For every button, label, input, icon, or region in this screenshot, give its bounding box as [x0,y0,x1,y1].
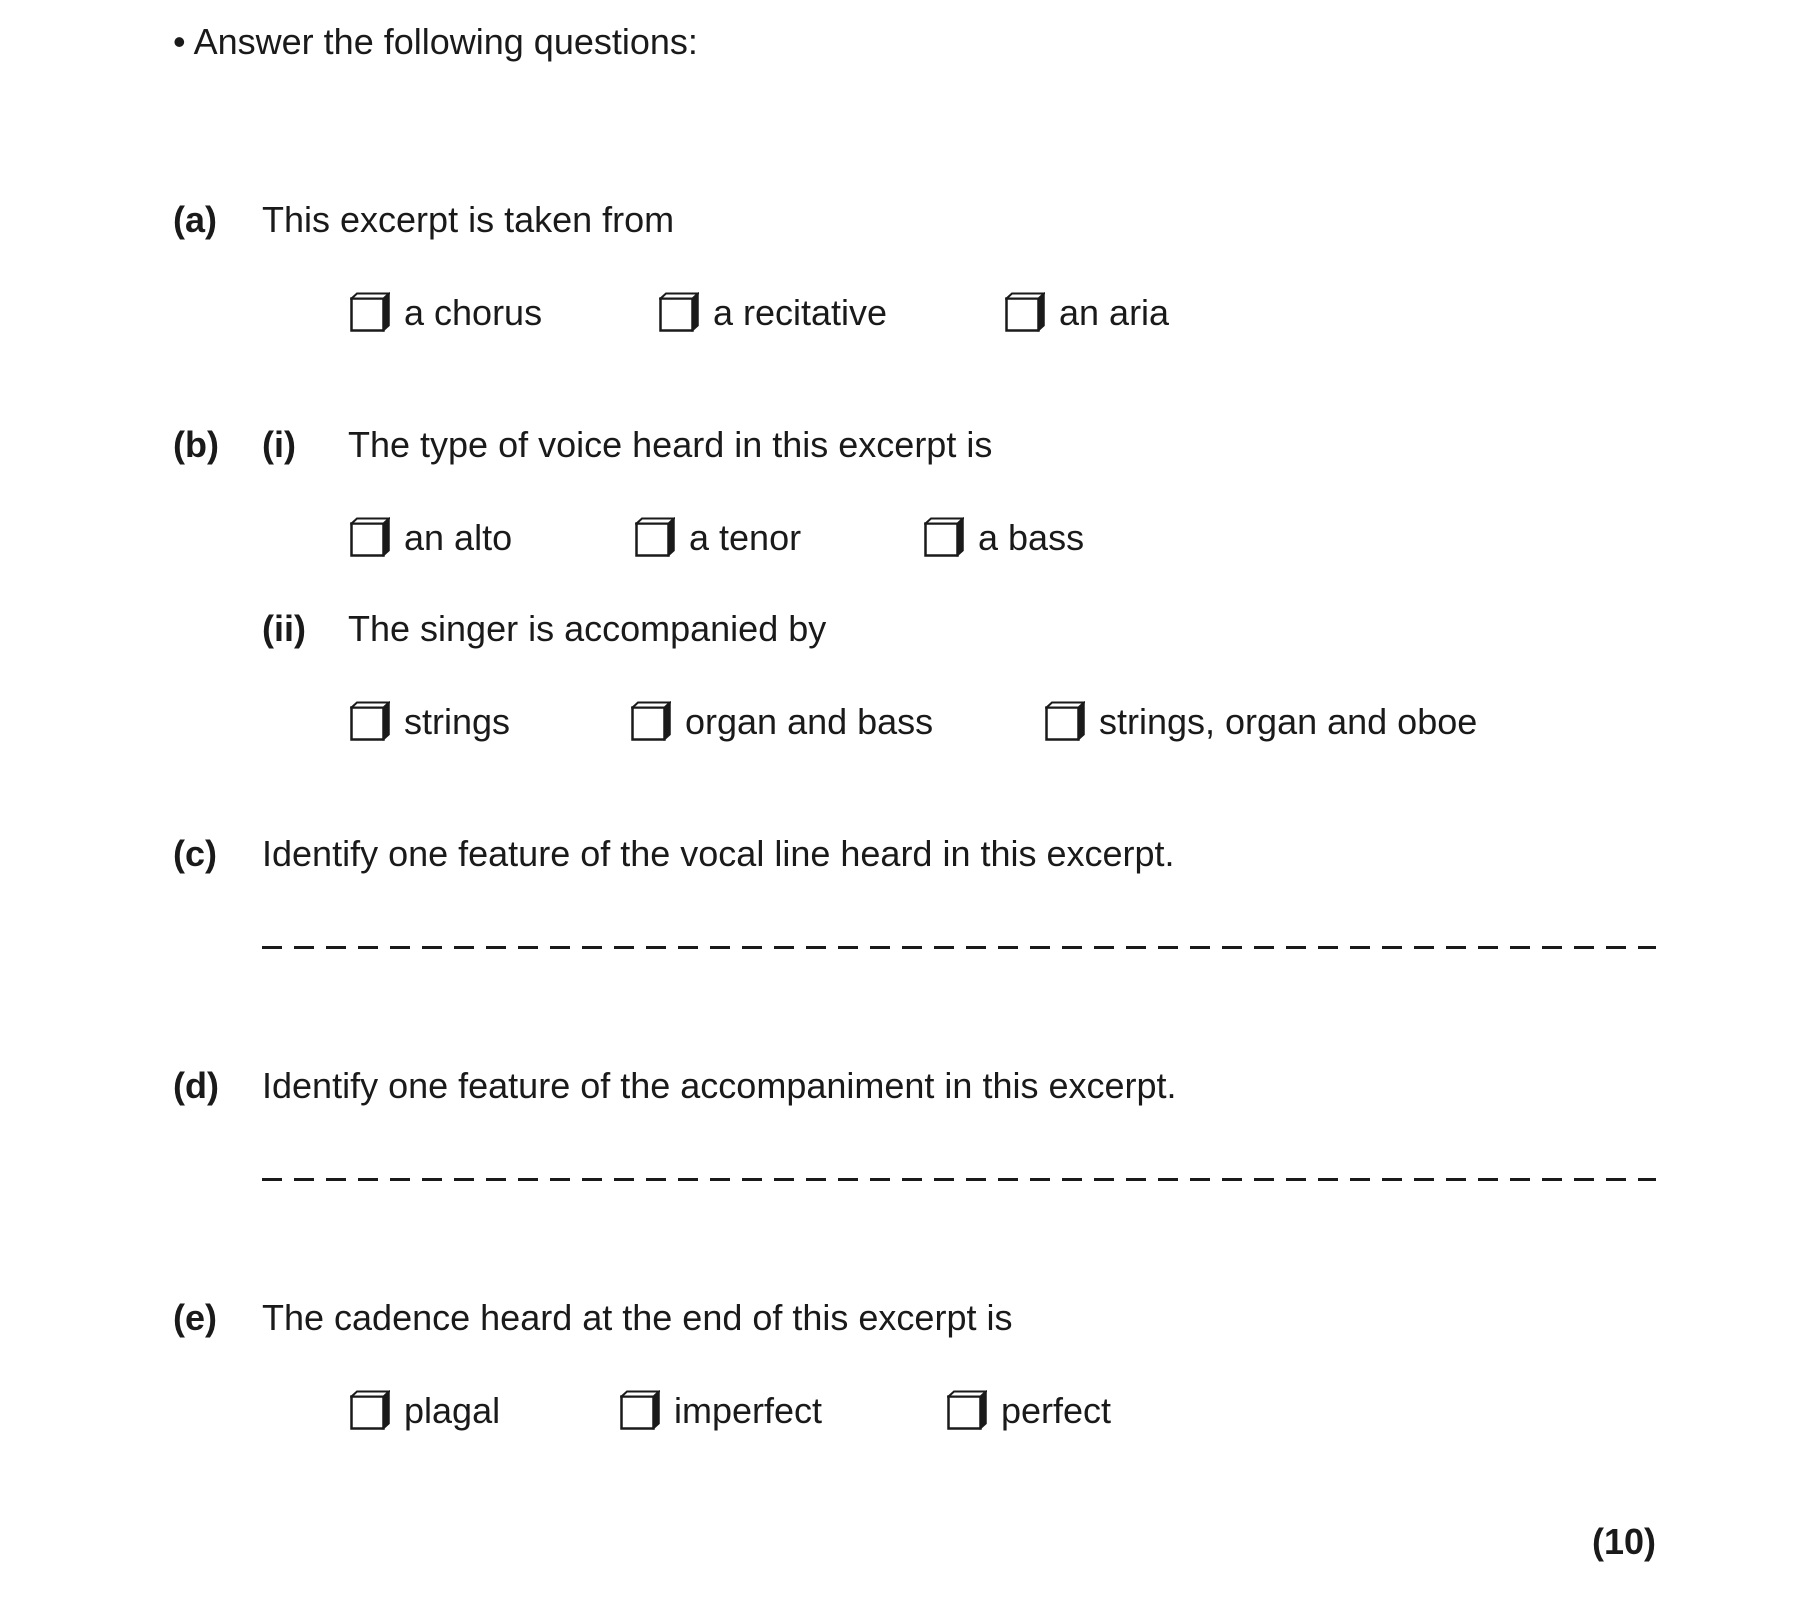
option-label: a bass [978,517,1085,558]
bullet: • [173,21,186,62]
instruction [173,20,698,64]
question-e-label: (e) [173,1297,217,1338]
option-label: strings, organ and oboe [1099,701,1478,742]
question-b-ii-prompt: The singer is accompanied by [348,608,827,649]
option-label: an alto [404,517,513,558]
option-label: strings [404,701,511,742]
option-label: imperfect [674,1390,823,1431]
question-b-i-label: (i) [262,424,296,465]
question-d-label: (d) [173,1065,219,1106]
checkbox-icon[interactable] [1045,701,1085,741]
question-b-i-prompt: The type of voice heard in this excerpt is [348,424,993,465]
question-c-prompt: Identify one feature of the vocal line heard in this excerpt. [262,833,1175,874]
checkbox-icon[interactable] [1005,292,1045,332]
question-a-prompt: This excerpt is taken from [262,199,675,240]
option-label: an aria [1059,292,1170,333]
instruction-text: Answer the following questions: [193,21,698,62]
option-label: a chorus [404,292,543,333]
checkbox-icon[interactable] [350,701,390,741]
option-label: organ and bass [685,701,934,742]
checkbox-icon[interactable] [947,1390,987,1430]
checkbox-icon[interactable] [350,517,390,557]
question-d-prompt: Identify one feature of the accompaniment in this excerpt. [262,1065,1177,1106]
checkbox-icon[interactable] [924,517,964,557]
checkbox-icon[interactable] [659,292,699,332]
question-b-label: (b) [173,424,219,465]
checkbox-icon[interactable] [350,292,390,332]
option-label: plagal [404,1390,501,1431]
checkbox-icon[interactable] [631,701,671,741]
question-c-label: (c) [173,833,217,874]
checkbox-icon[interactable] [620,1390,660,1430]
checkbox-icon[interactable] [350,1390,390,1430]
question-b-ii-label: (ii) [262,608,306,649]
option-label: a recitative [713,292,888,333]
answer-line-c[interactable] [262,946,1656,949]
checkbox-icon[interactable] [635,517,675,557]
question-a-label: (a) [173,199,217,240]
answer-line-d[interactable] [262,1178,1656,1181]
total-marks: (10) [1591,1521,1656,1562]
option-label: perfect [1001,1390,1112,1431]
option-label: a tenor [689,517,802,558]
question-e-prompt: The cadence heard at the end of this excerpt is [262,1297,1013,1338]
